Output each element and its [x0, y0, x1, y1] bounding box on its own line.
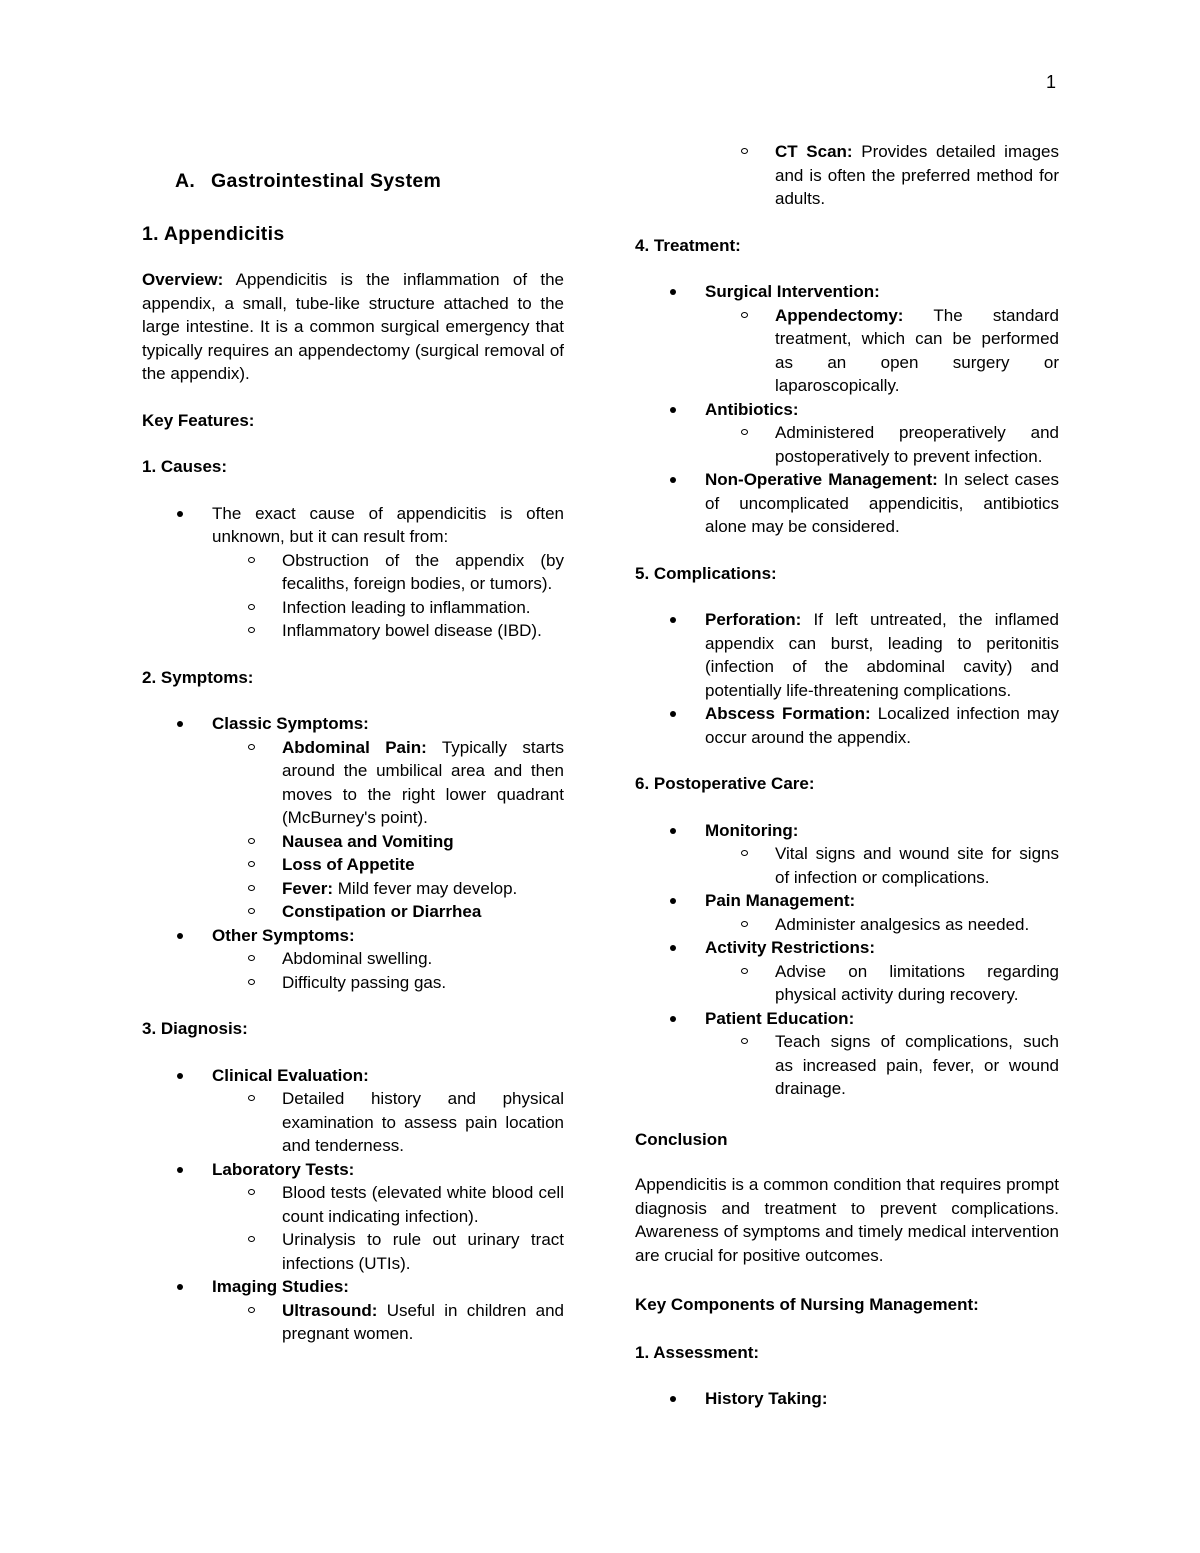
complications-list [635, 608, 1059, 749]
overview-label: Overview: [142, 270, 224, 289]
activity-restrictions-label: Activity Restrictions: [705, 938, 876, 957]
causes-sublist [212, 549, 564, 643]
postoperative-heading: 6. Postoperative Care: [635, 774, 815, 793]
list-item [705, 304, 1059, 398]
list-item: Urinalysis to rule out urinary tract infections (UTIs). [212, 1228, 564, 1275]
list-item: Blood tests (elevated white blood cell count indicating infection). [212, 1181, 564, 1228]
non-operative-text: In select cases of uncomplicated appendicitis, antibiotics alone may be considered. [705, 470, 1059, 536]
assessment-list [635, 1387, 1059, 1411]
list-item: Vital signs and wound site for signs of infection or complications. [705, 842, 1059, 889]
conclusion-paragraph: Appendicitis is a common condition that requires prompt diagnosis and treatment to prevent complications. Awareness of symptoms and timely medical intervention are crucial for positive outcomes. [635, 1175, 1059, 1265]
diagnosis-list [142, 1064, 564, 1346]
abdominal-pain-text: Typically starts around the umbilical area and then moves to the right lower quadrant (McBurney's point). [282, 737, 564, 827]
abscess-text: Localized infection may occur around the appendix. [705, 704, 1059, 747]
causes-list [142, 502, 564, 643]
ultrasound-text: Useful in children and pregnant women. [282, 1300, 564, 1343]
classic-symptoms-sublist [212, 736, 564, 924]
list-item [212, 853, 564, 877]
perforation-item [705, 608, 1059, 702]
causes-intro: The exact cause of appendicitis is often unknown, but it can result from: [212, 503, 564, 546]
treatment-list [635, 280, 1059, 539]
list-item [212, 900, 564, 924]
list-item: Detailed history and physical examination to assess pain location and tenderness. [212, 1087, 564, 1158]
overview-paragraph [142, 268, 564, 386]
laboratory-tests-sublist [212, 1181, 564, 1275]
list-item: Difficulty passing gas. [212, 971, 564, 995]
list-item [142, 1064, 564, 1158]
laboratory-tests-label: Laboratory Tests: [212, 1159, 355, 1179]
list-item [142, 502, 564, 643]
list-item [635, 889, 1059, 936]
non-operative-item [705, 468, 1059, 539]
list-item: Abdominal swelling. [212, 947, 564, 971]
nausea-label: Nausea and Vomiting [282, 831, 454, 851]
clinical-evaluation-label: Clinical Evaluation: [212, 1065, 369, 1085]
list-item: Advise on limitations regarding physical activity during recovery. [705, 960, 1059, 1007]
classic-symptoms-label: Classic Symptoms: [212, 714, 369, 733]
list-item [142, 1158, 564, 1276]
abscess-item [705, 702, 1059, 749]
list-item [635, 398, 1059, 469]
ct-scan-sublist [635, 140, 1059, 211]
list-item: Infection leading to inflammation. [212, 596, 564, 620]
symptoms-heading: 2. Symptoms: [142, 667, 254, 687]
list-item [635, 819, 1059, 890]
list-item: Teach signs of complications, such as increased pain, fever, or wound drainage. [705, 1030, 1059, 1101]
list-item [635, 936, 1059, 1007]
list-item [212, 830, 564, 854]
imaging-studies-sublist [212, 1299, 564, 1346]
pain-management-sublist [705, 913, 1059, 937]
imaging-studies-label: Imaging Studies: [212, 1277, 349, 1296]
history-taking-label: History Taking: [705, 1389, 828, 1408]
list-item: Obstruction of the appendix (by fecaliths, foreign bodies, or tumors). [212, 549, 564, 596]
appendectomy-text: The standard treatment, which can be performed as an open surgery or laparoscopically. [775, 305, 1059, 395]
surgical-intervention-label: Surgical Intervention: [705, 282, 880, 301]
list-item [142, 924, 564, 995]
section-heading [175, 170, 564, 194]
right-column [635, 140, 1059, 1411]
list-item [212, 736, 564, 830]
monitoring-label: Monitoring: [705, 820, 799, 840]
perforation-text: If left untreated, the inflamed appendix can burst, leading to peritonitis (infection of the abdominal cavity) and potentially life-threatening complications. [705, 610, 1059, 700]
ct-scan-label: CT Scan: [775, 142, 853, 161]
complications-heading: 5. Complications: [635, 563, 777, 583]
assessment-heading: 1. Assessment: [635, 1342, 760, 1362]
symptoms-list [142, 712, 564, 994]
patient-education-sublist [705, 1030, 1059, 1101]
list-item [142, 1275, 564, 1346]
ultrasound-label: Ultrasound: [282, 1300, 378, 1320]
antibiotics-sublist [705, 421, 1059, 468]
overview-text: Appendicitis is the inflammation of the appendix, a small, tube-like structure attached to the large intestine. It is a common surgical emergency that typically requires an appendectomy (surgical removal of the appendix). [142, 270, 564, 383]
treatment-heading: 4. Treatment: [635, 235, 741, 255]
list-item [635, 280, 1059, 398]
list-item: Administer analgesics as needed. [705, 913, 1059, 937]
abdominal-pain-label: Abdominal Pain: [282, 737, 427, 757]
diagnosis-heading: 3. Diagnosis: [142, 1019, 248, 1038]
list-item [635, 1387, 1059, 1411]
monitoring-sublist [705, 842, 1059, 889]
ct-scan-text: Provides detailed images and is often the preferred method for adults. [775, 142, 1059, 208]
abscess-label: Abscess Formation: [705, 704, 871, 723]
pain-management-label: Pain Management: [705, 891, 856, 910]
list-item [705, 140, 1059, 211]
list-item [635, 608, 1059, 702]
list-item [635, 468, 1059, 539]
list-item: Inflammatory bowel disease (IBD). [212, 619, 564, 643]
left-column [142, 140, 564, 1346]
list-item [635, 1007, 1059, 1101]
list-item [212, 877, 564, 901]
causes-heading: 1. Causes: [142, 457, 228, 476]
non-operative-label: Non-Operative Management: [705, 470, 938, 489]
nursing-management-heading: Key Components of Nursing Management: [635, 1295, 979, 1314]
other-symptoms-sublist [212, 947, 564, 994]
other-symptoms-label: Other Symptoms: [212, 925, 355, 945]
fever-text: Mild fever may develop. [333, 878, 518, 898]
list-item [212, 1299, 564, 1346]
postoperative-list [635, 819, 1059, 1101]
fever-label: Fever: [282, 878, 334, 898]
conclusion-heading: Conclusion [635, 1129, 728, 1149]
perforation-label: Perforation: [705, 610, 802, 629]
key-features-heading: Key Features: [142, 410, 255, 430]
appendectomy-label: Appendectomy: [775, 305, 904, 325]
antibiotics-label: Antibiotics: [705, 399, 799, 419]
topic-title: 1. Appendicitis [142, 222, 285, 245]
section-title: Gastrointestinal System [211, 170, 442, 192]
list-item [635, 702, 1059, 749]
page-number: 1 [1045, 72, 1056, 92]
surgical-sublist [705, 304, 1059, 398]
patient-education-label: Patient Education: [705, 1008, 855, 1028]
clinical-evaluation-sublist [212, 1087, 564, 1158]
activity-restrictions-sublist [705, 960, 1059, 1007]
constipation-label: Constipation or Diarrhea [282, 902, 482, 921]
list-item: Administered preoperatively and postoperatively to prevent infection. [705, 421, 1059, 468]
appetite-label: Loss of Appetite [282, 855, 415, 874]
list-item [142, 712, 564, 924]
section-letter: A. [175, 170, 196, 192]
